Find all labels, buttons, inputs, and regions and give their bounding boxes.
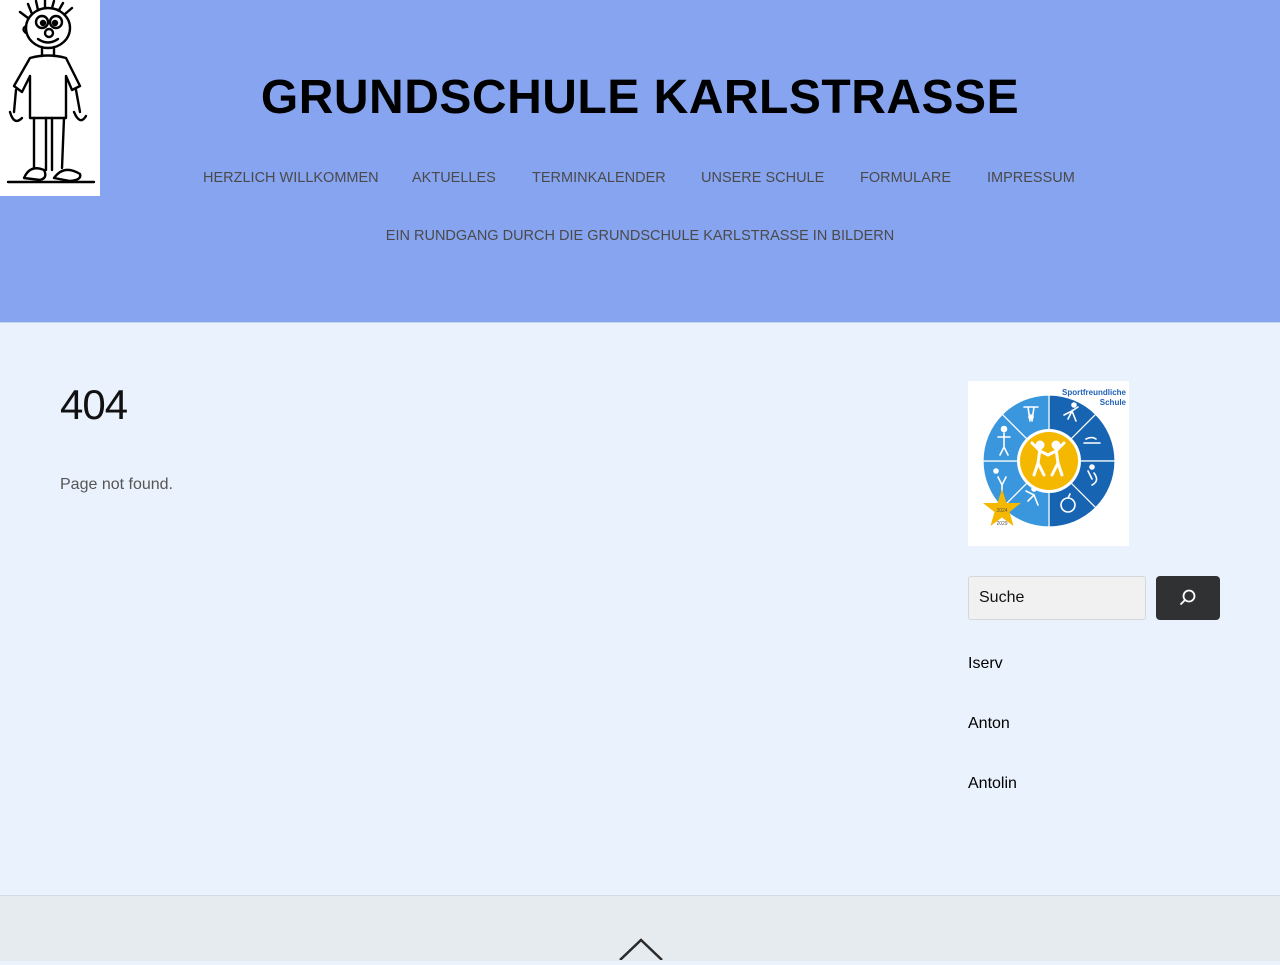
nav-item-terminkalender[interactable]: TERMINKALENDER (532, 170, 666, 186)
search-button[interactable] (1156, 576, 1220, 620)
not-found-message: Page not found. (60, 476, 173, 493)
main-navigation (0, 170, 1280, 190)
badge-title-line1: Sportfreundliche (1061, 388, 1126, 397)
nav-item-herzlich-willkommen[interactable]: HERZLICH WILLKOMMEN (203, 170, 379, 186)
nav-item-rundgang[interactable]: EIN RUNDGANG DURCH DIE GRUNDSCHULE KARLSTRASSE IN BILDERN (385, 228, 895, 244)
chevron-up-icon (616, 947, 666, 964)
secondary-navigation (0, 227, 1280, 245)
search-input[interactable] (968, 576, 1146, 620)
scroll-to-top-button[interactable] (616, 937, 666, 960)
nav-item-aktuelles[interactable]: AKTUELLES (412, 170, 496, 186)
nav-item-formulare[interactable]: FORMULARE (860, 170, 952, 186)
search-icon (1179, 588, 1197, 609)
sidebar-link-anton[interactable]: Anton (968, 715, 1010, 732)
sidebar-link-iserv[interactable]: Iserv (968, 655, 1003, 672)
site-title[interactable]: GRUNDSCHULE KARLSTRASSE (260, 71, 1020, 124)
site-header (0, 0, 1280, 323)
nav-item-unsere-schule[interactable]: UNSERE SCHULE (701, 170, 825, 186)
page-title: 404 (60, 381, 128, 428)
sidebar-link-antolin[interactable]: Antolin (968, 775, 1017, 792)
badge-year-from: 2024 (996, 508, 1008, 514)
nav-item-impressum[interactable]: IMPRESSUM (987, 170, 1075, 186)
badge-title-line2: Schule (1099, 398, 1126, 407)
sportfreundliche-schule-badge[interactable] (968, 381, 1129, 546)
badge-year-to: 2029 (996, 521, 1008, 527)
